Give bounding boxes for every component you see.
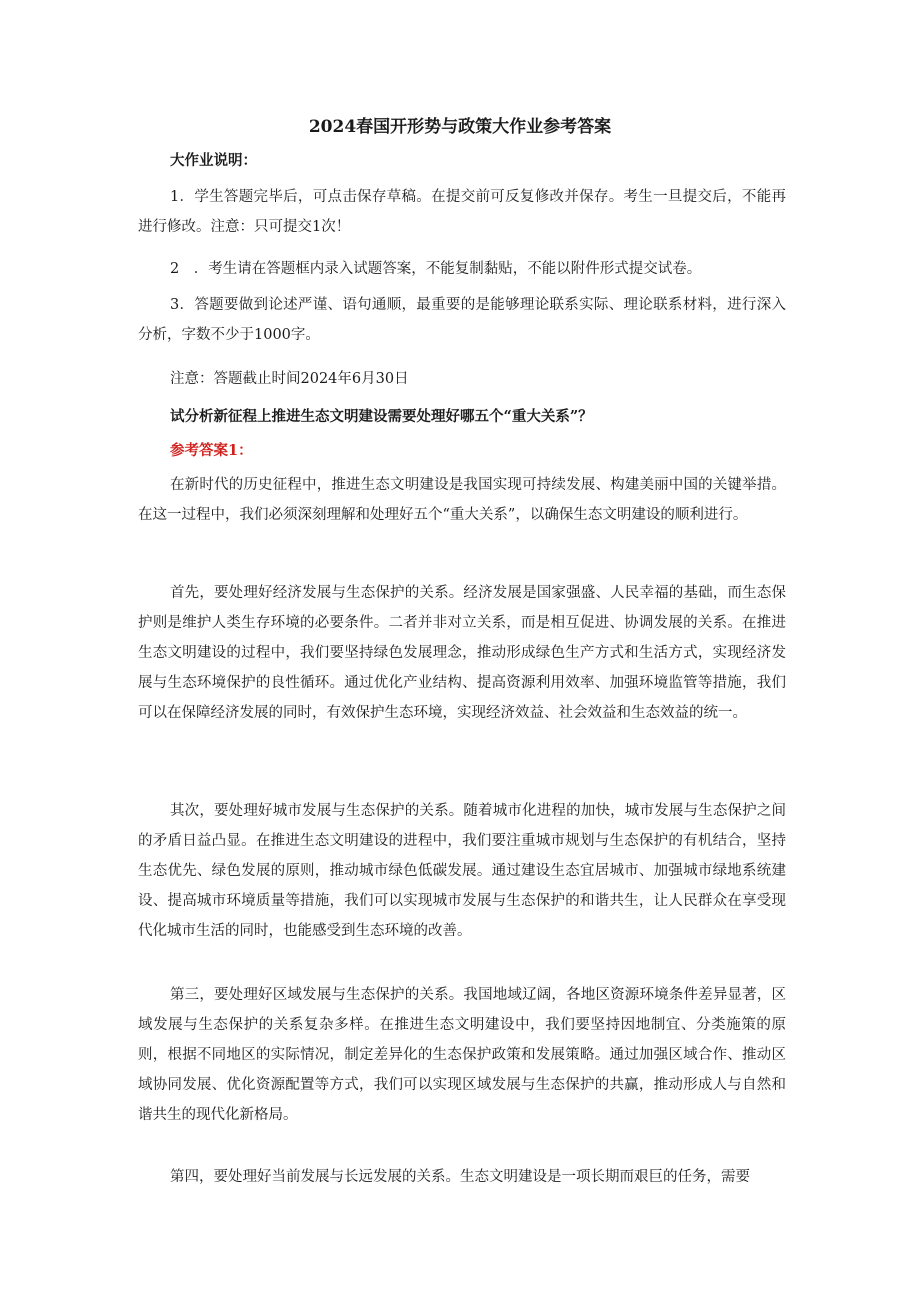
question: 试分析新征程上推进生态文明建设需要处理好哪五个“重大关系”？ bbox=[170, 408, 593, 425]
instruction-item-2: 2 ．考生请在答题框内录入试题答案，不能复制黏贴，不能以附件形式提交试卷。 bbox=[170, 261, 702, 277]
answer-paragraph-second: 其次，要处理好城市发展与生态保护的关系。随着城市化进程的加快，城市发展与生态保护之间的矛盾日益凸显。在推进生态文明建设的进程中，我们要注重城市规划与生态保护的有机结合，坚持生态优先、绿色发展的原则，推动城市绿色低碳发展。通过建设生态宜居城市、加强城市绿地系统建设、提高城市环境质量等措施，我们可以实现城市发展与生态保护的和谐共生，让人民群众在享受现代化城市生活的同时，也能感受到生态环境的改善。 bbox=[138, 803, 786, 939]
instructions-heading: 大作业说明： bbox=[170, 152, 257, 169]
answer-paragraph-third: 第三，要处理好区域发展与生态保护的关系。我国地域辽阔，各地区资源环境条件差异显著，区域发展与生态保护的关系复杂多样。在推进生态文明建设中，我们要坚持因地制宜、分类施策的原则，根据不同地区的实际情况，制定差异化的生态保护政策和发展策略。通过加强区域合作、推动区域协同发展、优化资源配置等方式，我们可以实现区域发展与生态保护的共赢，推动形成人与自然和谐共生的现代化新格局。 bbox=[138, 987, 786, 1123]
answer-paragraph-fourth: 第四，要处理好当前发展与长远发展的关系。生态文明建设是一项长期而艰巨的任务，需要 bbox=[170, 1169, 750, 1185]
deadline-note: 注意：答题截止时间2024年6月30日 bbox=[170, 371, 409, 387]
document-title: 2024春国开形势与政策大作业参考答案 bbox=[308, 117, 612, 137]
instruction-item-1: 1．学生答题完毕后，可点击保存草稿。在提交前可反复修改并保存。考生一旦提交后，不能再进行修改。注意：只可提交1次！ bbox=[138, 189, 786, 235]
answer-paragraph-first: 首先，要处理好经济发展与生态保护的关系。经济发展是国家强盛、人民幸福的基础，而生态保护则是维护人类生存环境的必要条件。二者并非对立关系，而是相互促进、协调发展的关系。在推进生态文明建设的过程中，我们要坚持绿色发展理念，推动形成绿色生产方式和生活方式，实现经济发展与生态环境保护的良性循环。通过优化产业结构、提高资源利用效率、加强环境监管等措施，我们可以在保障经济发展的同时，有效保护生态环境，实现经济效益、社会效益和生态效益的统一。 bbox=[138, 585, 786, 721]
answer-label: 参考答案1： bbox=[170, 442, 253, 459]
answer-paragraph-intro: 在新时代的历史征程中，推进生态文明建设是我国实现可持续发展、构建美丽中国的关键举措。在这一过程中，我们必须深刻理解和处理好五个“重大关系”，以确保生态文明建设的顺利进行。 bbox=[138, 477, 786, 523]
instruction-item-3: 3．答题要做到论述严谨、语句通顺，最重要的是能够理论联系实际、理论联系材料，进行深入分析，字数不少于1000字。 bbox=[138, 297, 786, 343]
